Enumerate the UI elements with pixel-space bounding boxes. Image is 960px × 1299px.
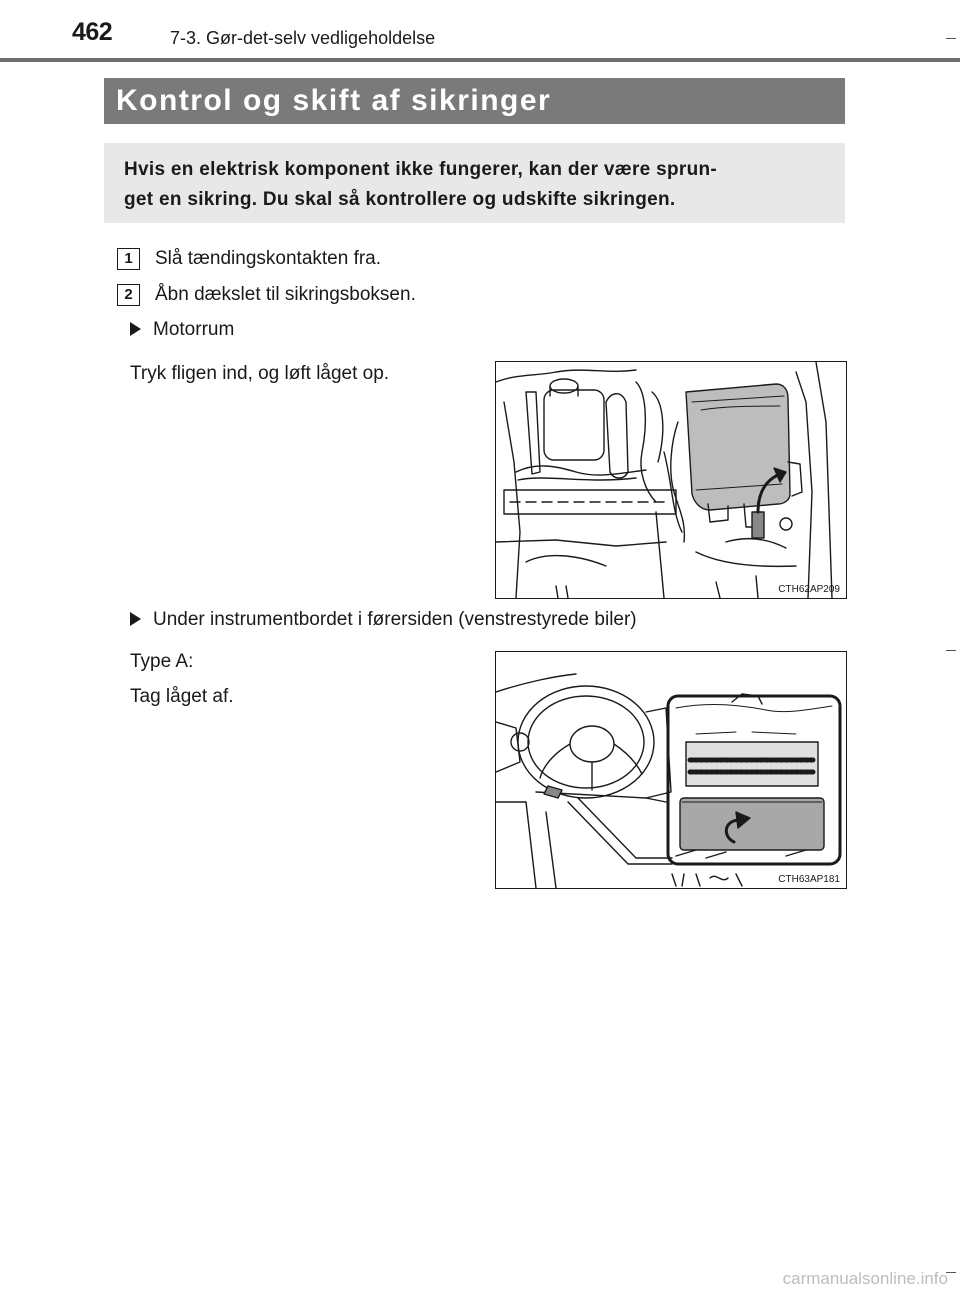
intro-line: get en sikring. Du skal så kontrollere og udskifte sikringen. (124, 189, 676, 210)
engine-compartment-illustration (496, 362, 846, 598)
instruction-text: Tag låget af. (130, 686, 234, 707)
watermark: carmanualsonline.info (782, 1269, 948, 1288)
bullet-heading (130, 319, 234, 341)
step-text: Slå tændingskontakten fra. (155, 248, 382, 269)
page-title: Kontrol og skift af sikringer (104, 78, 845, 124)
bullet-heading (130, 609, 637, 631)
engine-fuse-box-figure (495, 361, 847, 599)
instruction-text: Tryk fligen ind, og løft låget op. (130, 363, 390, 384)
step-number: 1 (117, 248, 140, 270)
instruction-text: Type A: (130, 651, 194, 672)
page-number: 462 (72, 18, 113, 46)
instrument-panel-fuse-box-figure (495, 651, 847, 889)
bullet-label: Under instrumentbordet i førersiden (venstrestyrede biler) (153, 609, 637, 630)
intro-line: Hvis en elektrisk komponent ikke fungerer, kan der være sprun- (124, 159, 718, 180)
intro-box (104, 143, 845, 223)
instrument-panel-illustration (496, 652, 846, 888)
margin-tick (946, 650, 956, 651)
step-number: 2 (117, 284, 140, 306)
section-header: 7-3. Gør-det-selv vedligeholdelse (170, 28, 436, 48)
triangle-bullet-icon (130, 612, 141, 626)
step-text: Åbn dækslet til sikringsboksen. (155, 284, 416, 305)
header-rule (0, 58, 960, 62)
bullet-label: Motorrum (153, 319, 235, 340)
margin-tick (946, 38, 956, 39)
triangle-bullet-icon (130, 322, 141, 336)
figure-code: CTH62AP209 (778, 584, 840, 595)
figure-code: CTH63AP181 (778, 874, 840, 885)
